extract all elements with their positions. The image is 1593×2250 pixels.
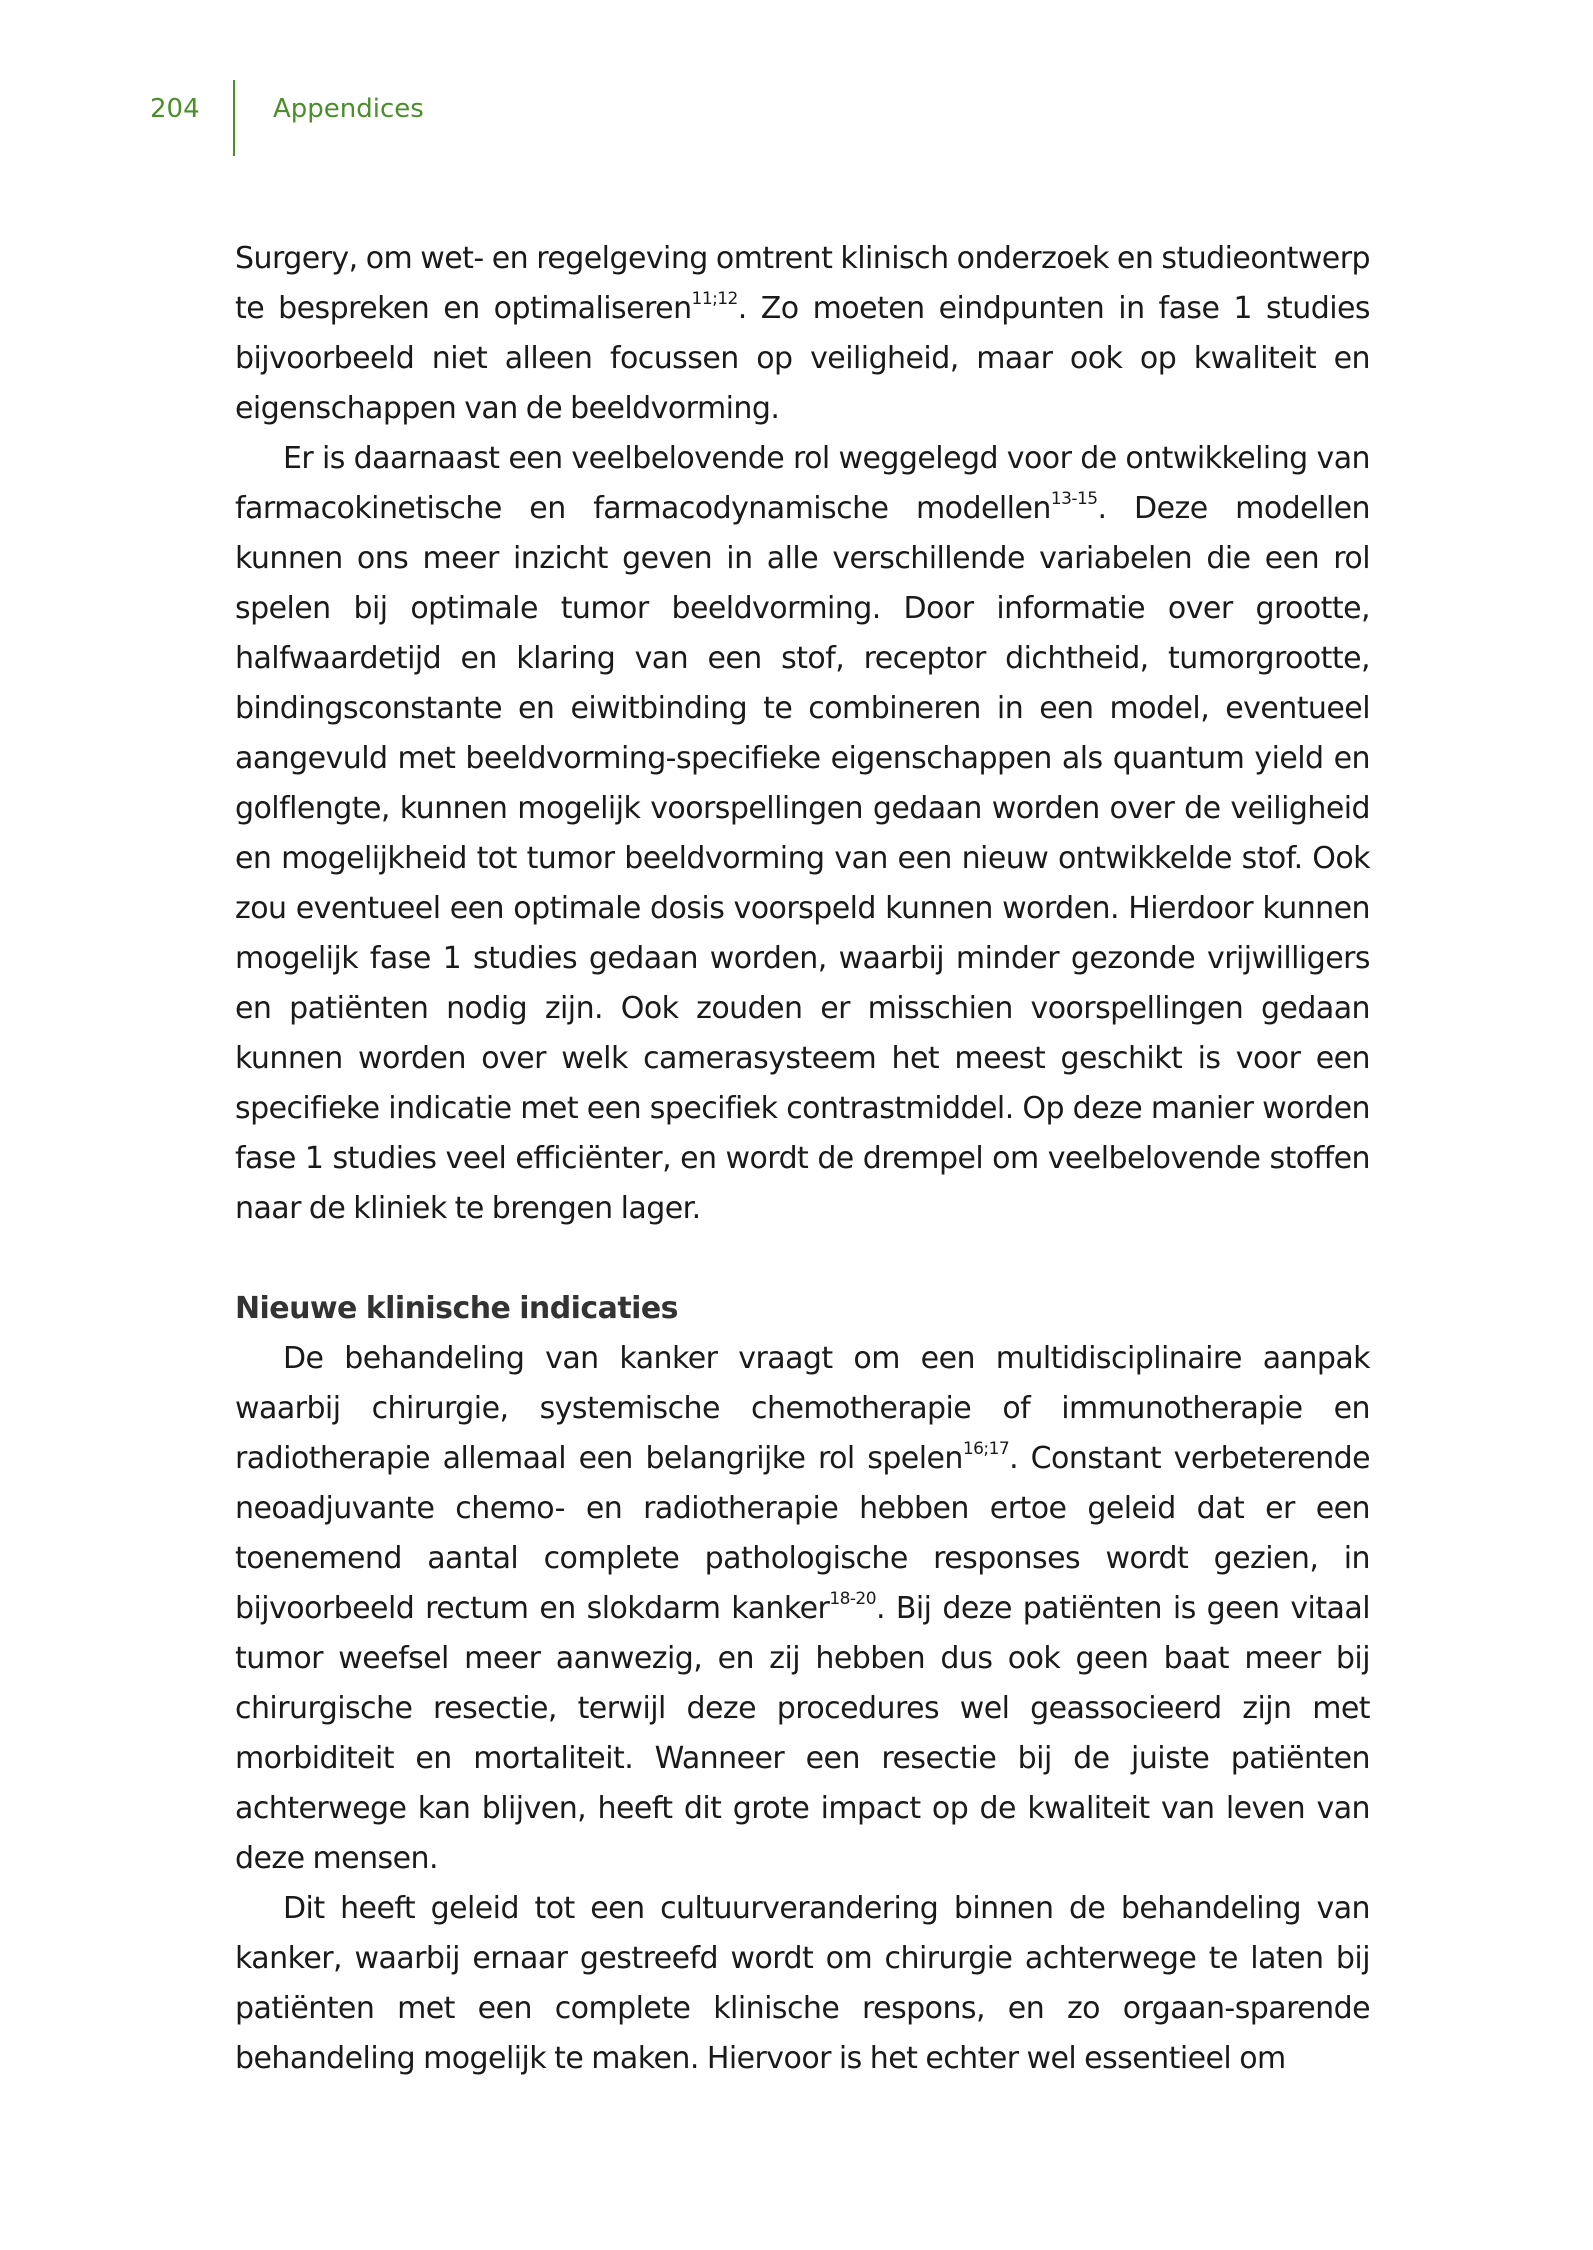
paragraph-4 — [235, 1884, 1370, 2084]
paragraph-3-text-c: . Bij deze patiënten is geen vitaal tumor weefsel meer aanwezig, en zij hebben dus ook geen baat meer bij chirurgische resectie, terwijl deze procedures wel geassocieerd zijn met morbiditeit en mortaliteit. Wanneer een resectie bij de juiste patiënten achterwege kan blijven, heeft dit grote impact op de kwaliteit van leven van deze mensen. — [235, 1591, 1370, 1876]
paragraph-2-text-b: . Deze modellen kunnen ons meer inzicht geven in alle verschillende variabelen die een rol spelen bij optimale tumor beeldvorming. Door informatie over grootte, halfwaardetijd en klaring van een stof, receptor dichtheid, tumorgrootte, bindingsconstante en eiwitbinding te combineren in een model, eventueel aangevuld met beeldvorming-specifieke eigenschappen als quantum yield en golflengte, kunnen mogelijk voorspellingen gedaan worden over de veiligheid en mogelijkheid tot tumor beeldvorming van een nieuw ontwikkelde stof. Ook zou eventueel een optimale dosis voorspeld kunnen worden. Hierdoor kunnen mogelijk fase 1 studies gedaan worden, waarbij minder gezonde vrijwilligers en patiënten nodig zijn. Ook zouden er misschien voorspellingen gedaan kunnen worden over welk camerasysteem het meest geschikt is voor een specifieke indicatie met een specifiek contrastmiddel. Op deze manier worden fase 1 studies veel efficiënter, en wordt de drempel om veelbelovende stoffen naar de kliniek te brengen lager. — [235, 491, 1370, 1226]
section-heading: Nieuwe klinische indicaties — [235, 1291, 678, 1326]
citation-16-17: 16;17 — [962, 1439, 1010, 1459]
paragraph-4-text-a: Dit heeft geleid tot een cultuurverandering binnen de behandeling van kanker, waarbij ernaar gestreefd wordt om chirurgie achterwege te laten bij patiënten met een complete klinische respons, en zo orgaan-sparende behandeling mogelijk te maken. Hiervoor is het echter wel essentieel om — [235, 1891, 1370, 2076]
paragraph-3-text-a: De behandeling van kanker vraagt om een multidisciplinaire aanpak waarbij chirurgie, systemische chemotherapie of immunotherapie en radiotherapie allemaal een belangrijke rol spelen — [235, 1341, 1370, 1476]
citation-13-15: 13-15 — [1050, 489, 1098, 509]
body-text — [235, 234, 1370, 2084]
paragraph-2-text-a: Er is daarnaast een veelbelovende rol weggelegd voor de ontwikkeling van farmacokinetische en farmacodynamische modellen — [235, 441, 1370, 526]
paragraph-3-text-b: . Constant verbeterende neoadjuvante chemo- en radiotherapie hebben ertoe geleid dat er een toenemend aantal complete pathologische responses wordt gezien, in bijvoorbeeld rectum en slokdarm kanker — [235, 1441, 1370, 1626]
header-divider — [233, 80, 235, 156]
paragraph-1 — [235, 234, 1370, 434]
page-number: 204 — [150, 94, 200, 124]
paragraph-1-text-b: . Zo moeten eindpunten in fase 1 studies bijvoorbeeld niet alleen focussen op veiligheid, maar ook op kwaliteit en eigenschappen van de beeldvorming. — [235, 291, 1370, 426]
paragraph-1-text-a: Surgery, om wet- en regelgeving omtrent klinisch onderzoek en studieontwerp te bespreken en optimaliseren — [235, 241, 1370, 326]
running-header-section: Appendices — [273, 94, 424, 124]
paragraph-2 — [235, 434, 1370, 1234]
citation-11-12: 11;12 — [691, 289, 738, 309]
citation-18-20: 18-20 — [829, 1589, 876, 1609]
paragraph-3 — [235, 1334, 1370, 1884]
page-header — [0, 80, 1593, 160]
